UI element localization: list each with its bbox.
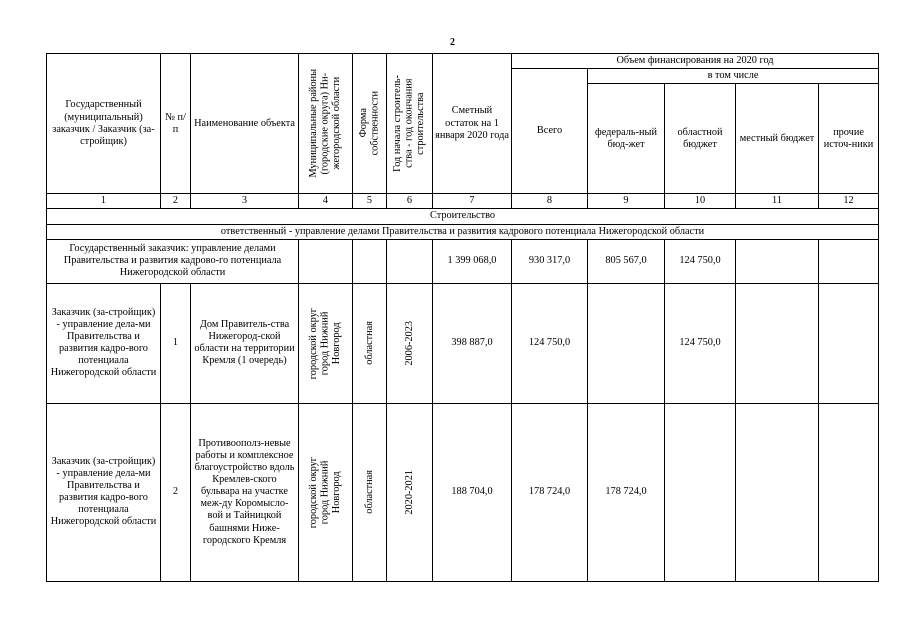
- header-years-line: ства - год окончания: [403, 78, 415, 169]
- row-ownership: областная: [353, 283, 387, 403]
- summary-other: [819, 239, 879, 283]
- column-number: 8: [512, 194, 588, 209]
- row-remainder: 398 887,0: [433, 283, 512, 403]
- header-customer: Государственный (муниципальный) заказчик / Заказчик (за-стройщик): [47, 54, 161, 194]
- header-regional: областной бюджет: [665, 84, 736, 194]
- row-district-line: город Нижний: [319, 311, 331, 375]
- header-number: № п/п: [161, 54, 191, 194]
- summary-total: 930 317,0: [512, 239, 588, 283]
- row-number: 2: [161, 403, 191, 581]
- row-district-line: Новгород: [331, 471, 343, 514]
- section-title: Строительство: [47, 209, 879, 224]
- column-number: 5: [353, 194, 387, 209]
- header-local: местный бюджет: [736, 84, 819, 194]
- row-remainder: 188 704,0: [433, 403, 512, 581]
- row-regional: 124 750,0: [665, 283, 736, 403]
- summary-regional: 124 750,0: [665, 239, 736, 283]
- row-district-line: городской округ: [308, 456, 320, 528]
- row-number: 1: [161, 283, 191, 403]
- header-years-line: строительства: [415, 92, 427, 155]
- row-total: 178 724,0: [512, 403, 588, 581]
- summary-federal: 805 567,0: [588, 239, 665, 283]
- summary-row: [47, 239, 879, 283]
- row-other: [819, 403, 879, 581]
- summary-local: [736, 239, 819, 283]
- header-other: прочие источ-ники: [819, 84, 879, 194]
- responsible-row: ответственный - управление делами Правительства и развития кадрового потенциала Нижегородской области: [47, 224, 879, 239]
- column-number: 1: [47, 194, 161, 209]
- header-districts-line: Муниципальные районы: [308, 69, 320, 178]
- table-row: [47, 403, 879, 581]
- column-number: 9: [588, 194, 665, 209]
- row-ownership: областная: [353, 403, 387, 581]
- column-number: 4: [299, 194, 353, 209]
- row-federal: 178 724,0: [588, 403, 665, 581]
- row-district-line: городской округ: [308, 307, 320, 379]
- row-district-line: город Нижний: [319, 460, 331, 524]
- column-number: 11: [736, 194, 819, 209]
- page-number: 2: [450, 37, 455, 48]
- header-remainder: Сметный остаток на 1 января 2020 года: [433, 54, 512, 194]
- row-object-name: Дом Правитель-ства Нижегород-ской области на территории Кремля (1 очередь): [191, 283, 299, 403]
- row-customer: Заказчик (за-стройщик) - управление дела-ми Правительства и развития кадро-вого потенциала Нижегородской области: [47, 403, 161, 581]
- header-federal: федераль-ный бюд-жет: [588, 84, 665, 194]
- row-local: [736, 403, 819, 581]
- header-ownership-line: Форма: [357, 109, 369, 139]
- row-regional: [665, 403, 736, 581]
- row-years: 2020-2021: [387, 403, 433, 581]
- header-years: [387, 54, 433, 194]
- header-in-which: в том числе: [588, 69, 879, 84]
- column-number: 12: [819, 194, 879, 209]
- header-total: Всего: [512, 69, 588, 194]
- row-district: [299, 403, 353, 581]
- financing-table: [46, 53, 879, 582]
- row-total: 124 750,0: [512, 283, 588, 403]
- row-federal: [588, 283, 665, 403]
- column-number: 6: [387, 194, 433, 209]
- column-number: 7: [433, 194, 512, 209]
- table-row: [47, 283, 879, 403]
- header-years-line: Год начала строитель-: [392, 75, 404, 173]
- row-years: 2006-2023: [387, 283, 433, 403]
- header-districts-line: (городские округа) Ни-: [319, 72, 331, 175]
- column-number: 2: [161, 194, 191, 209]
- row-local: [736, 283, 819, 403]
- row-district-line: Новгород: [331, 322, 343, 365]
- summary-remainder: 1 399 068,0: [433, 239, 512, 283]
- header-districts-line: жегородской области: [331, 77, 343, 170]
- header-object-name: Наименование объекта: [191, 54, 299, 194]
- summary-label: Государственный заказчик: управление делами Правительства и развития кадрово-го потенциала Нижегородской области: [47, 239, 299, 283]
- row-object-name: Противоополз-невые работы и комплексное благоустройство вдоль Кремлев-ского бульвара на участке меж-ду Коромысло-вой и Тайницкой башнями Ниже-городского Кремля: [191, 403, 299, 581]
- column-numbers-row: [47, 194, 879, 209]
- column-number: 3: [191, 194, 299, 209]
- header-ownership: [353, 54, 387, 194]
- row-district: [299, 283, 353, 403]
- header-districts: [299, 54, 353, 194]
- row-other: [819, 283, 879, 403]
- row-customer: Заказчик (за-стройщик) - управление дела-ми Правительства и развития кадро-вого потенциала Нижегородской области: [47, 283, 161, 403]
- column-number: 10: [665, 194, 736, 209]
- header-ownership-line: собственности: [369, 91, 381, 156]
- header-funding-title: Объем финансирования на 2020 год: [512, 54, 879, 69]
